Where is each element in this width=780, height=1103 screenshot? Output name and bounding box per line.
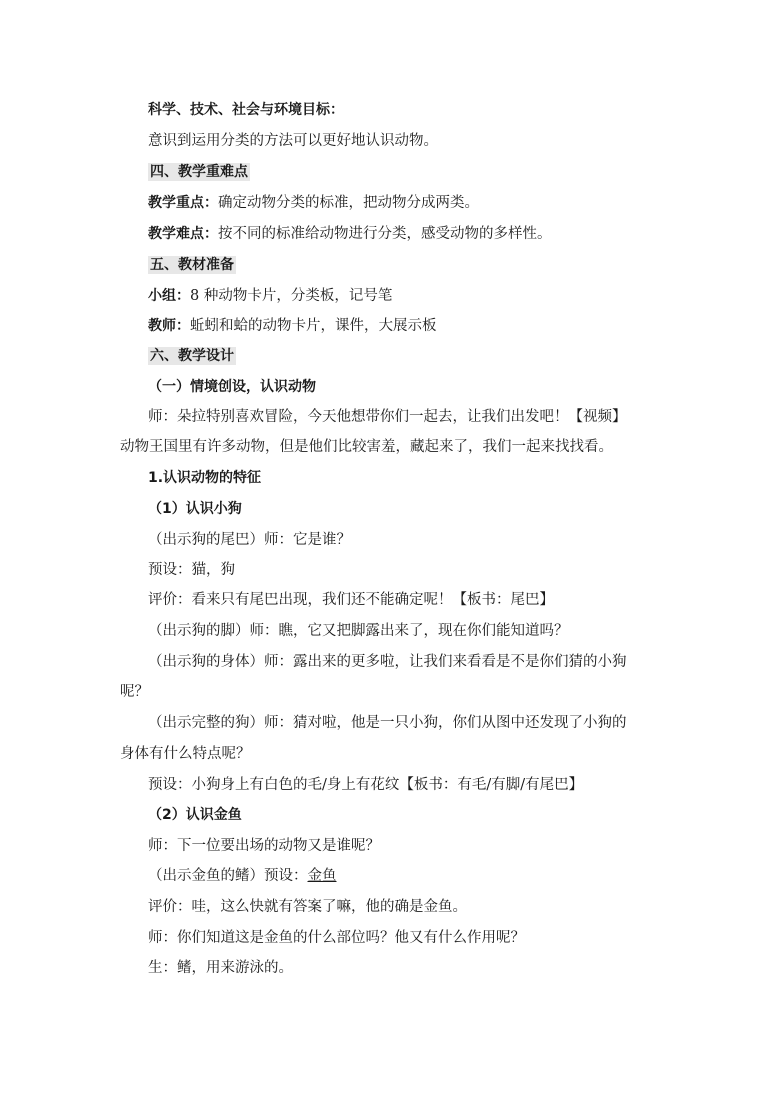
goal-text: 意识到运用分类的方法可以更好地认识动物。 [148,133,438,149]
paragraph-line: 师：你们知道这是金鱼的什么部位吗？他又有什么作用呢？ [148,930,525,946]
paragraph-line: （出示完整的狗）师：猜对啦，他是一只小狗，你们从图中还发现了小狗的 [148,715,627,731]
section-heading-4: 四、教学重难点 [150,164,248,180]
paragraph-line: 师：朵拉特别喜欢冒险，今天他想带你们一起去，让我们出发吧！【视频】 [148,409,627,425]
paragraph-line: （出示狗的尾巴）师：它是谁？ [148,532,351,548]
paragraph-line: 生：鳍，用来游泳的。 [148,960,293,976]
paragraph-line: 预设：猫，狗 [148,562,235,578]
paragraph-line: 预设：小狗身上有白色的毛/身上有花纹【板书：有毛/有脚/有尾巴】 [148,777,584,793]
paragraph-line: （出示狗的脚）师：瞧，它又把脚露出来了，现在你们能知道吗？ [148,623,569,639]
paragraph-line: 动物王国里有许多动物，但是他们比较害羞，藏起来了，我们一起来找找看。 [120,439,613,455]
paragraph-line: 评价：哇，这么快就有答案了嘛，他的确是金鱼。 [148,899,467,915]
step-heading-1: 1.认识动物的特征 [148,470,262,486]
paragraph-line: 师：下一位要出场的动物又是谁呢？ [148,838,380,854]
paragraph-line: （出示狗的身体）师：露出来的更多啦，让我们来看看是不是你们猜的小狗 [148,654,627,670]
goal-heading: 科学、技术、社会与环境目标： [148,102,344,118]
step-heading-dog: （1）认识小狗 [148,501,242,517]
teacher-materials: 教师：蚯蚓和蛤的动物卡片，课件，大展示板 [148,318,437,334]
paragraph-line: 呢？ [120,684,149,700]
difficult-point: 教学难点：按不同的标准给动物进行分类，感受动物的多样性。 [148,226,552,242]
section-heading-6: 六、教学设计 [150,348,234,364]
paragraph-line: 身体有什么特点呢？ [120,746,251,762]
group-materials: 小组：8 种动物卡片，分类板，记号笔 [148,288,393,304]
subsection-heading-1: （一）情境创设，认识动物 [148,379,316,395]
paragraph-line: 评价：看来只有尾巴出现，我们还不能确定呢！【板书：尾巴】 [148,592,554,608]
section-heading-5: 五、教材准备 [150,257,234,273]
key-point: 教学重点：确定动物分类的标准，把动物分成两类。 [148,195,479,211]
paragraph-line: （出示金鱼的鳍）预设：金鱼 [148,868,337,884]
step-heading-goldfish: （2）认识金鱼 [148,807,242,823]
